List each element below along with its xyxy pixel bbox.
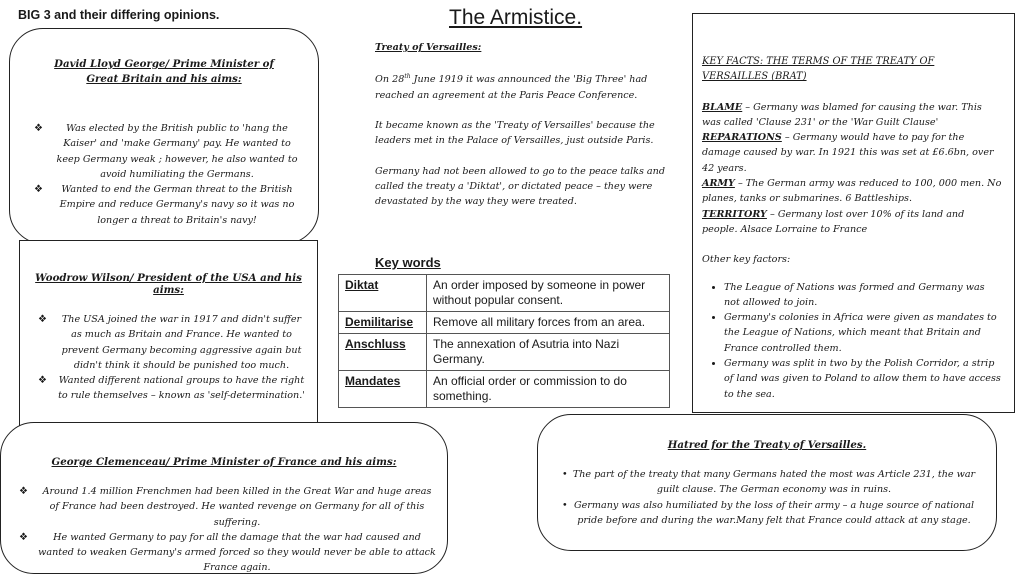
lloyd-george-point: Wanted to end the German threat to the British Empire and reduce Germany's navy so it was no longer a threat to Britain's navy! (59, 184, 295, 226)
table-row (339, 334, 670, 371)
hatred-point: Germany was also humiliated by the loss of their army – a huge source of national pride before and during the war.Many felt that France could attack at any stage. (573, 499, 975, 526)
diamond-bullet-icon: ❖ (34, 123, 43, 134)
fact-text: – Germany was blamed for causing the war. This was called 'Clause 231' or the 'War Guilt Clause' (702, 101, 982, 128)
list-item (556, 467, 978, 498)
hatred-point: The part of the treaty that many Germans hated the most was Article 231, the war guilt clause. The German economy was in ruins. (572, 469, 976, 496)
lloyd-george-panel (9, 28, 319, 244)
clemenceau-points (19, 484, 437, 576)
bullet-icon: • (562, 469, 568, 480)
ordinal-suffix: th (404, 73, 411, 81)
treaty-paragraph: Germany had not been allowed to go to the peace talks and called the treaty a 'Diktat', or dictated peace – they were devastated by the way they were treated. (375, 165, 665, 208)
list-item: • The League of Nations was formed and Germany was not allowed to join. (724, 280, 1002, 311)
key-word-term: Mandates (339, 371, 427, 408)
hatred-panel (537, 414, 997, 551)
table-row (339, 371, 670, 408)
key-fact-territory (702, 207, 1002, 238)
diamond-bullet-icon: ❖ (19, 486, 28, 497)
key-facts-panel (692, 13, 1015, 413)
lloyd-george-point: Was elected by the British public to 'hang the Kaiser' and 'make Germany' pay. He wanted to keep Germany weak ; however, he also wanted to avoid humiliating the Germans. (56, 123, 298, 180)
fact-text: – The German army was reduced to 100, 000 men. No planes, tanks or submarines. 6 Battleships. (702, 178, 1002, 205)
clemenceau-panel (0, 422, 448, 574)
fact-label: ARMY (702, 178, 735, 190)
key-words-title: Key words (375, 255, 441, 270)
key-word-term: Anschluss (339, 334, 427, 371)
key-word-term: Demilitarise (339, 312, 427, 334)
wilson-point: The USA joined the war in 1917 and didn't suffer as much as Britain and France. He wanted to prevent Germany becoming aggressive again but didn't think it should be punished too much. (61, 314, 302, 371)
key-fact-blame (702, 100, 1002, 131)
clemenceau-point: Around 1.4 million Frenchmen had been killed in the Great War and huge areas of France had been destroyed. He wanted revenge on Germany for all of this suffering. (42, 486, 432, 528)
key-fact-army (702, 176, 1002, 207)
clemenceau-heading: George Clemenceau/ Prime Minister of France and his aims: (51, 456, 397, 468)
list-item (19, 484, 437, 530)
hatred-points (556, 467, 978, 528)
wilson-point: Wanted different national groups to have the right to rule themselves – known as 'self-determination.' (58, 375, 305, 402)
hatred-heading: Hatred for the Treaty of Versailles. (667, 439, 867, 451)
treaty-heading: Treaty of Versailles: (375, 42, 482, 53)
key-word-definition: The annexation of Asutria into Nazi Germany. (427, 334, 670, 371)
other-factors-heading: Other key factors: (702, 254, 791, 266)
list-item: • Germany's colonies in Africa were given as mandates to the League of Nations, which meant that Britain and France controlled them. (724, 310, 1002, 356)
key-word-term: Diktat (339, 275, 427, 312)
list-item (34, 121, 302, 182)
diamond-bullet-icon: ❖ (38, 375, 47, 387)
treaty-announcement-text: June 1919 it was announced the 'Big Three' had reached an agreement at the Paris Peace Conference. (375, 74, 648, 101)
fact-label: REPARATIONS (702, 132, 782, 144)
fact-text: – Germany lost over 10% of its land and people. Alsace Lorraine to France (702, 208, 965, 235)
treaty-section (375, 40, 675, 225)
wilson-panel (19, 240, 318, 430)
lloyd-george-heading: David Lloyd George/ Prime Minister of Great Britain and his aims: (54, 58, 274, 85)
clemenceau-point: He wanted Germany to pay for all the damage that the war had caused and wanted to weaken Germany's armed forced so they would never be able to attack France again. (38, 531, 436, 574)
worksheet-subtitle: BIG 3 and their differing opinions. (18, 8, 220, 22)
bullet-icon: • (562, 499, 568, 511)
other-factors-list (702, 280, 1002, 402)
treaty-date-text: On 28 (375, 74, 405, 86)
treaty-paragraph (375, 69, 675, 103)
diamond-bullet-icon: ❖ (34, 184, 43, 196)
key-word-definition: An official order or commission to do something. (427, 371, 670, 408)
diamond-bullet-icon: ❖ (19, 531, 28, 543)
key-word-definition: Remove all military forces from an area. (427, 312, 670, 334)
diamond-bullet-icon: ❖ (38, 314, 47, 325)
wilson-heading: Woodrow Wilson/ President of the USA and his aims: (35, 272, 302, 296)
key-words-table (338, 274, 670, 408)
fact-text: – Germany would have to pay for the damage caused by war. In 1921 this was set at £6.6bn, over 42 years. (702, 132, 994, 174)
key-fact-reparations (702, 130, 1002, 176)
table-row (339, 275, 670, 312)
list-item (556, 498, 978, 529)
list-item (38, 312, 307, 373)
fact-label: TERRITORY (702, 208, 767, 220)
treaty-paragraph: It became known as the 'Treaty of Versailles' because the leaders met in the Palace of Versailles, just outside Paris. (375, 120, 655, 147)
table-row (339, 312, 670, 334)
fact-label: BLAME (702, 101, 743, 113)
key-word-definition: An order imposed by someone in power without popular consent. (427, 275, 670, 312)
list-item (19, 530, 437, 576)
list-item (38, 373, 307, 404)
wilson-points (38, 312, 307, 404)
list-item (34, 182, 302, 228)
list-item: • Germany was split in two by the Polish Corridor, a strip of land was given to Poland to allow them to have access to the sea. (724, 356, 1002, 402)
key-facts-heading: KEY FACTS: THE TERMS OF THE TREATY OF VERSAILLES (BRAT) (702, 56, 935, 83)
lloyd-george-points (34, 121, 302, 228)
page-title: The Armistice. (449, 6, 583, 29)
